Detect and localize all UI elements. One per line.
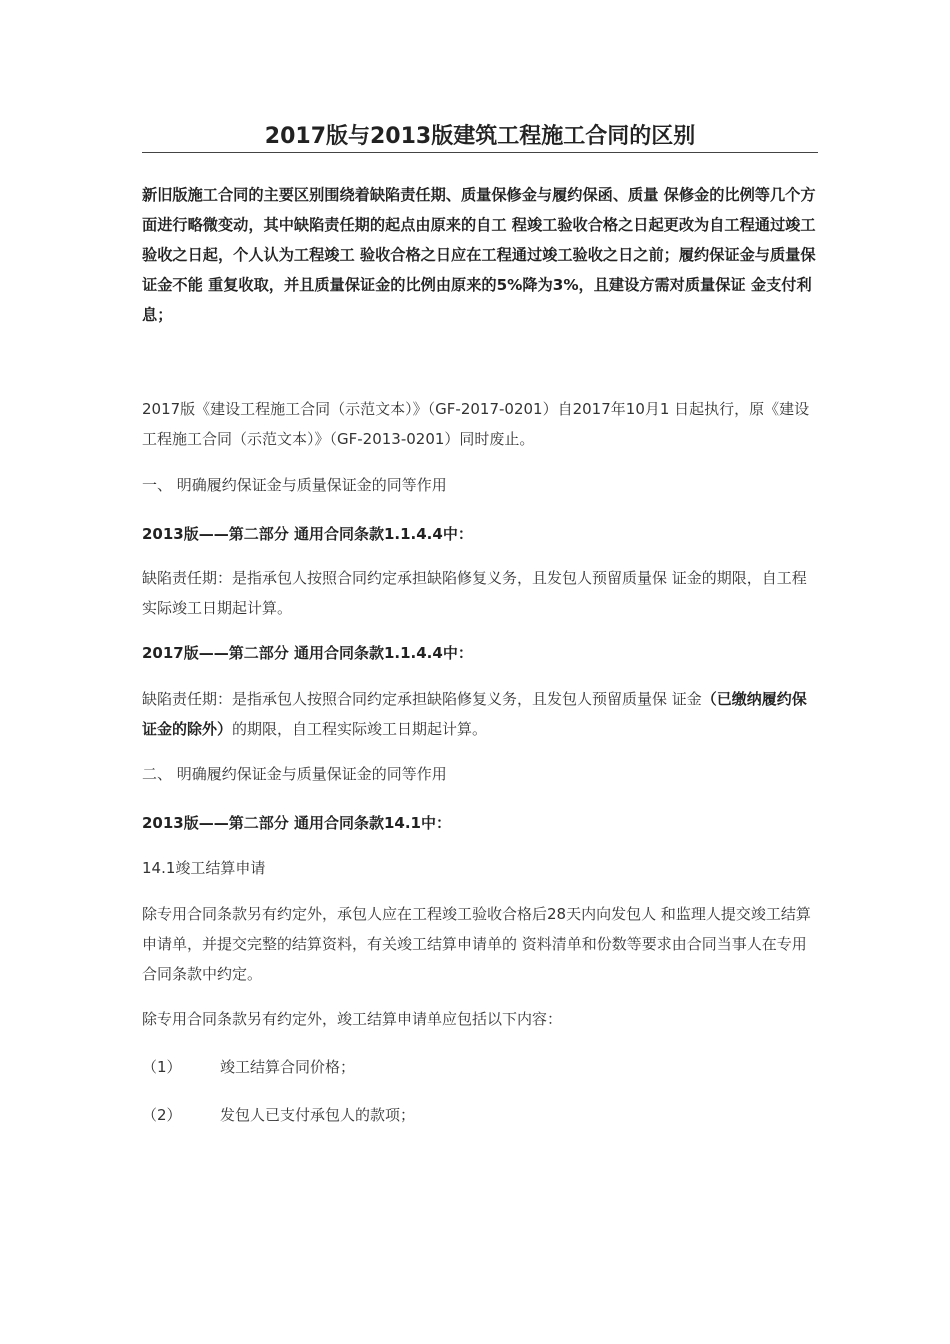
intro-summary: 新旧版施工合同的主要区别围绕着缺陷责任期、质量保修金与履约保函、质量 保修金的比例等几个方面进行略微变动，其中缺陷责任期的起点由原来的自工 程竣工验收合格之日起更改为自工程通过竣工验收之日起，个人认为工程竣工 验收合格之日应在工程通过竣工验收之日之前；履约保证金与质量保证金不能 重复收取，并且质量保证金的比例由原来的5%降为3%，且建设方需对质量保证 金支付利息； bbox=[142, 186, 816, 324]
section1-2017-text-part-b: 的期限，自工程实际竣工日期起计算。 bbox=[232, 720, 488, 738]
list-item bbox=[142, 1100, 818, 1130]
title-underline bbox=[142, 152, 818, 153]
section2-heading: 二、 明确履约保证金与质量保证金的同等作用 bbox=[142, 765, 447, 783]
section2-2013-heading: 2013版——第二部分 通用合同条款14.1中： bbox=[142, 814, 451, 832]
section1-heading: 一、 明确履约保证金与质量保证金的同等作用 bbox=[142, 476, 447, 494]
document-title: 2017版与2013版建筑工程施工合同的区别 bbox=[264, 124, 696, 149]
section2-text-1: 除专用合同条款另有约定外，承包人应在工程竣工验收合格后28天内向发包人 和监理人提交竣工结算申请单，并提交完整的结算资料，有关竣工结算申请单的 资料清单和份数等要求由合同当事人在专用合同条款中约定。 bbox=[142, 905, 811, 983]
section1-2017-text-bold: （已缴纳履约保证金的除外） bbox=[142, 690, 807, 738]
section2-text-2: 除专用合同条款另有约定外，竣工结算申请单应包括以下内容： bbox=[142, 1010, 563, 1028]
section1-2017-text-part-a: 缺陷责任期：是指承包人按照合同约定承担缺陷修复义务，且发包人预留质量保 证金 bbox=[142, 690, 702, 708]
list-item-text: 发包人已支付承包人的款项； bbox=[220, 1106, 416, 1124]
section1-2013-heading: 2013版——第二部分 通用合同条款1.1.4.4中： bbox=[142, 525, 473, 543]
section2-clause-title: 14.1竣工结算申请 bbox=[142, 859, 266, 877]
section1-2017-text bbox=[142, 684, 818, 744]
list-item-text: 竣工结算合同价格； bbox=[220, 1058, 356, 1076]
effective-date-paragraph: 2017版《建设工程施工合同（示范文本）》（GF-2017-0201）自2017年10月1 日起执行，原《建设工程施工合同（示范文本）》（GF-2013-0201）同时废止。 bbox=[142, 400, 810, 448]
section1-2013-text: 缺陷责任期：是指承包人按照合同约定承担缺陷修复义务，且发包人预留质量保 证金的期限，自工程实际竣工日期起计算。 bbox=[142, 569, 807, 617]
section1-2017-heading: 2017版——第二部分 通用合同条款1.1.4.4中： bbox=[142, 644, 473, 662]
list-item bbox=[142, 1052, 818, 1082]
list-item-number: （1） bbox=[142, 1058, 182, 1076]
list-item-number: （2） bbox=[142, 1106, 182, 1124]
